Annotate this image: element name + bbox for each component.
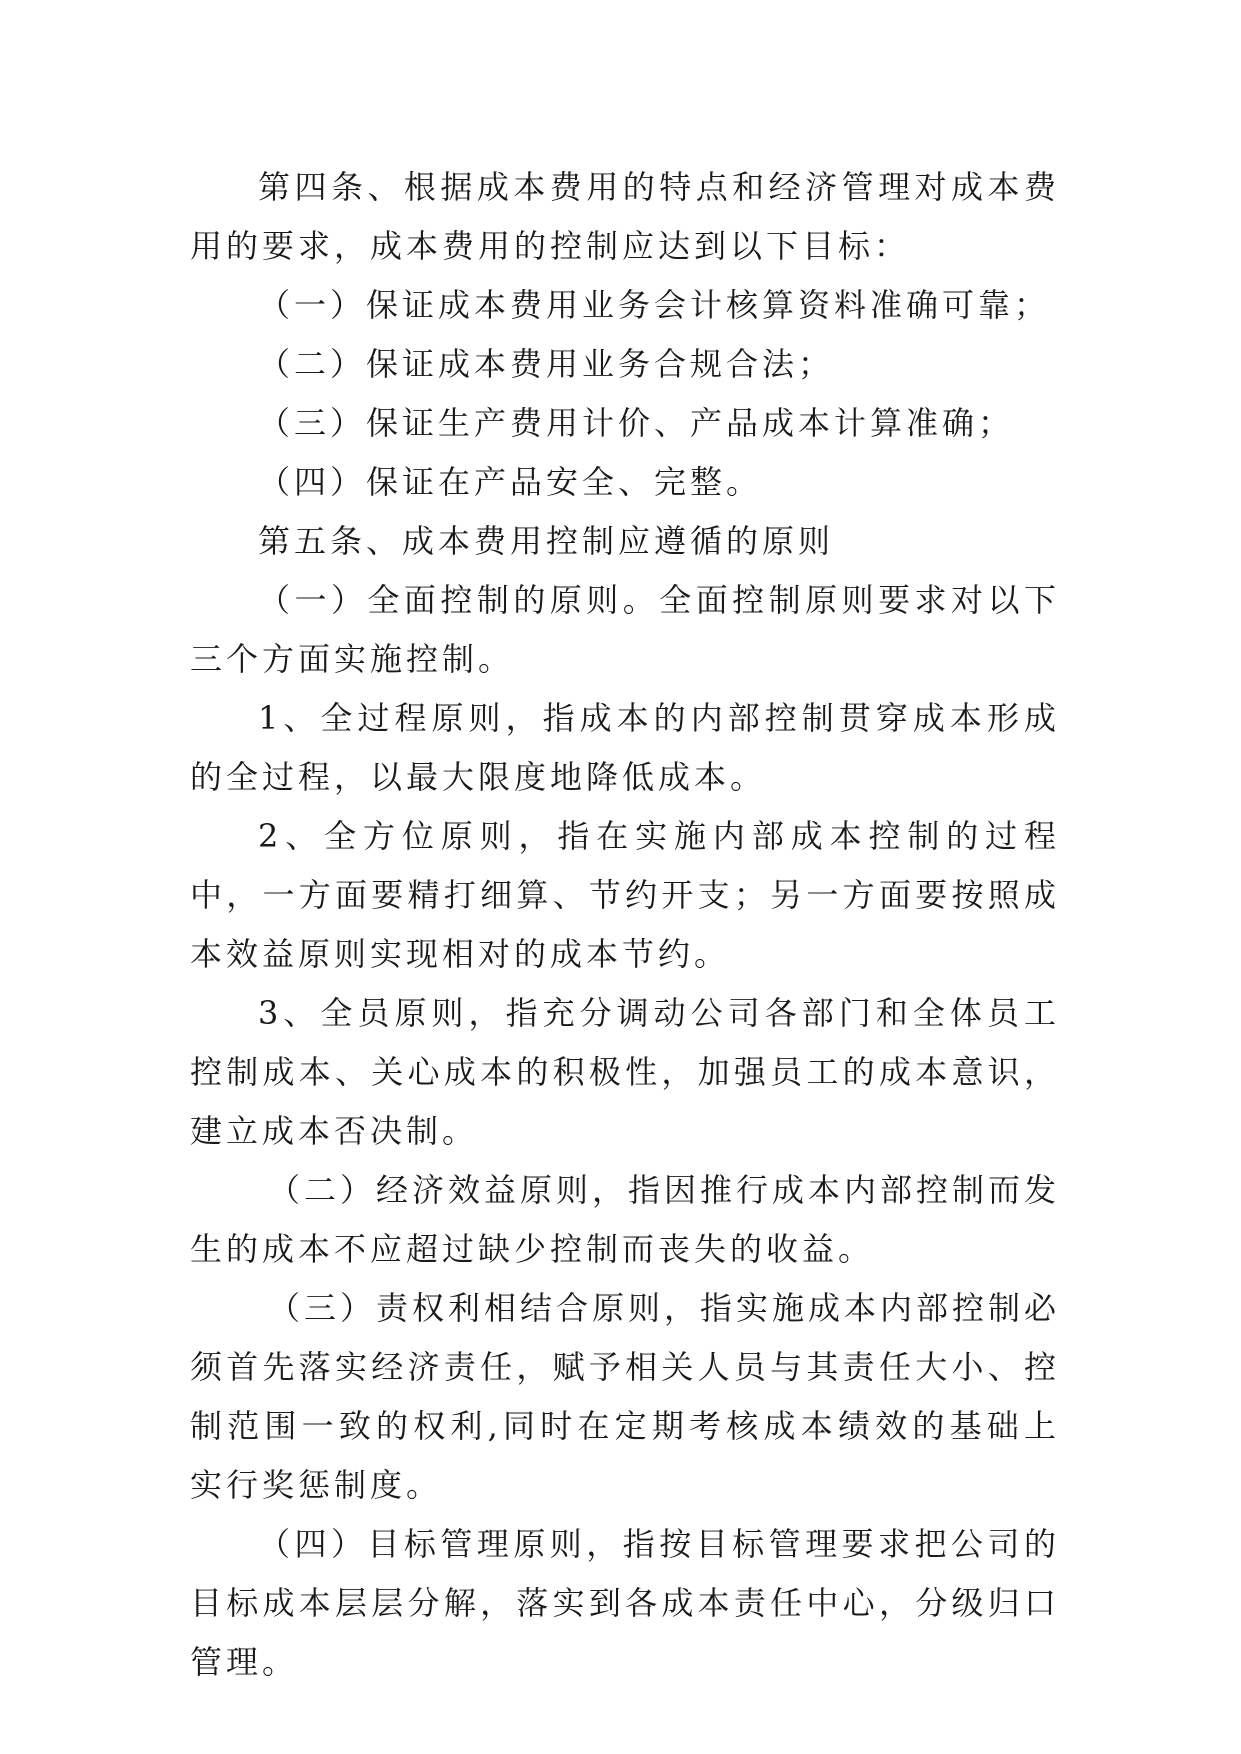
list-item-principle-1: （一）全面控制的原则。全面控制原则要求对以下三个方面实施控制。 (190, 581, 1060, 678)
sub-item-principle-1-2: 2、全方位原则，指在实施内部成本控制的过程中，一方面要精打细算、节约开支；另一方面要按照成本效益原则实现相对的成本节约。 (190, 817, 1060, 973)
sub-item-principle-1-3: 3、全员原则，指充分调动公司各部门和全体员工控制成本、关心成本的积极性，加强员工的成本意识，建立成本否决制。 (190, 994, 1060, 1150)
list-item-goal-3: （三）保证生产费用计价、产品成本计算准确； (258, 404, 1015, 442)
list-item-principle-2: （二）经济效益原则，指因推行成本内部控制而发生的成本不应超过缺少控制而丧失的收益。 (190, 1171, 1061, 1268)
list-item-principle-4: （四）目标管理原则，指按目标管理要求把公司的目标成本层层分解，落实到各成本责任中心，分级归口管理。 (190, 1525, 1060, 1681)
document-body (190, 158, 1060, 1692)
list-item-goal-4: （四）保证在产品安全、完整。 (258, 463, 763, 501)
list-item-goal-2: （二）保证成本费用业务合规合法； (258, 345, 835, 383)
paragraph-article-5: 第五条、成本费用控制应遵循的原则 (258, 522, 835, 560)
sub-item-principle-1-1: 1、全过程原则，指成本的内部控制贯穿成本形成的全过程，以最大限度地降低成本。 (190, 699, 1060, 796)
list-item-goal-1: （一）保证成本费用业务会计核算资料准确可靠； (258, 286, 1051, 324)
list-item-principle-3: （三）责权利相结合原则，指实施成本内部控制必须首先落实经济责任，赋予相关人员与其责任大小、控制范围一致的权利,同时在定期考核成本绩效的基础上实行奖惩制度。 (190, 1289, 1061, 1504)
paragraph-article-4: 第四条、根据成本费用的特点和经济管理对成本费用的要求，成本费用的控制应达到以下目标： (190, 168, 1060, 265)
